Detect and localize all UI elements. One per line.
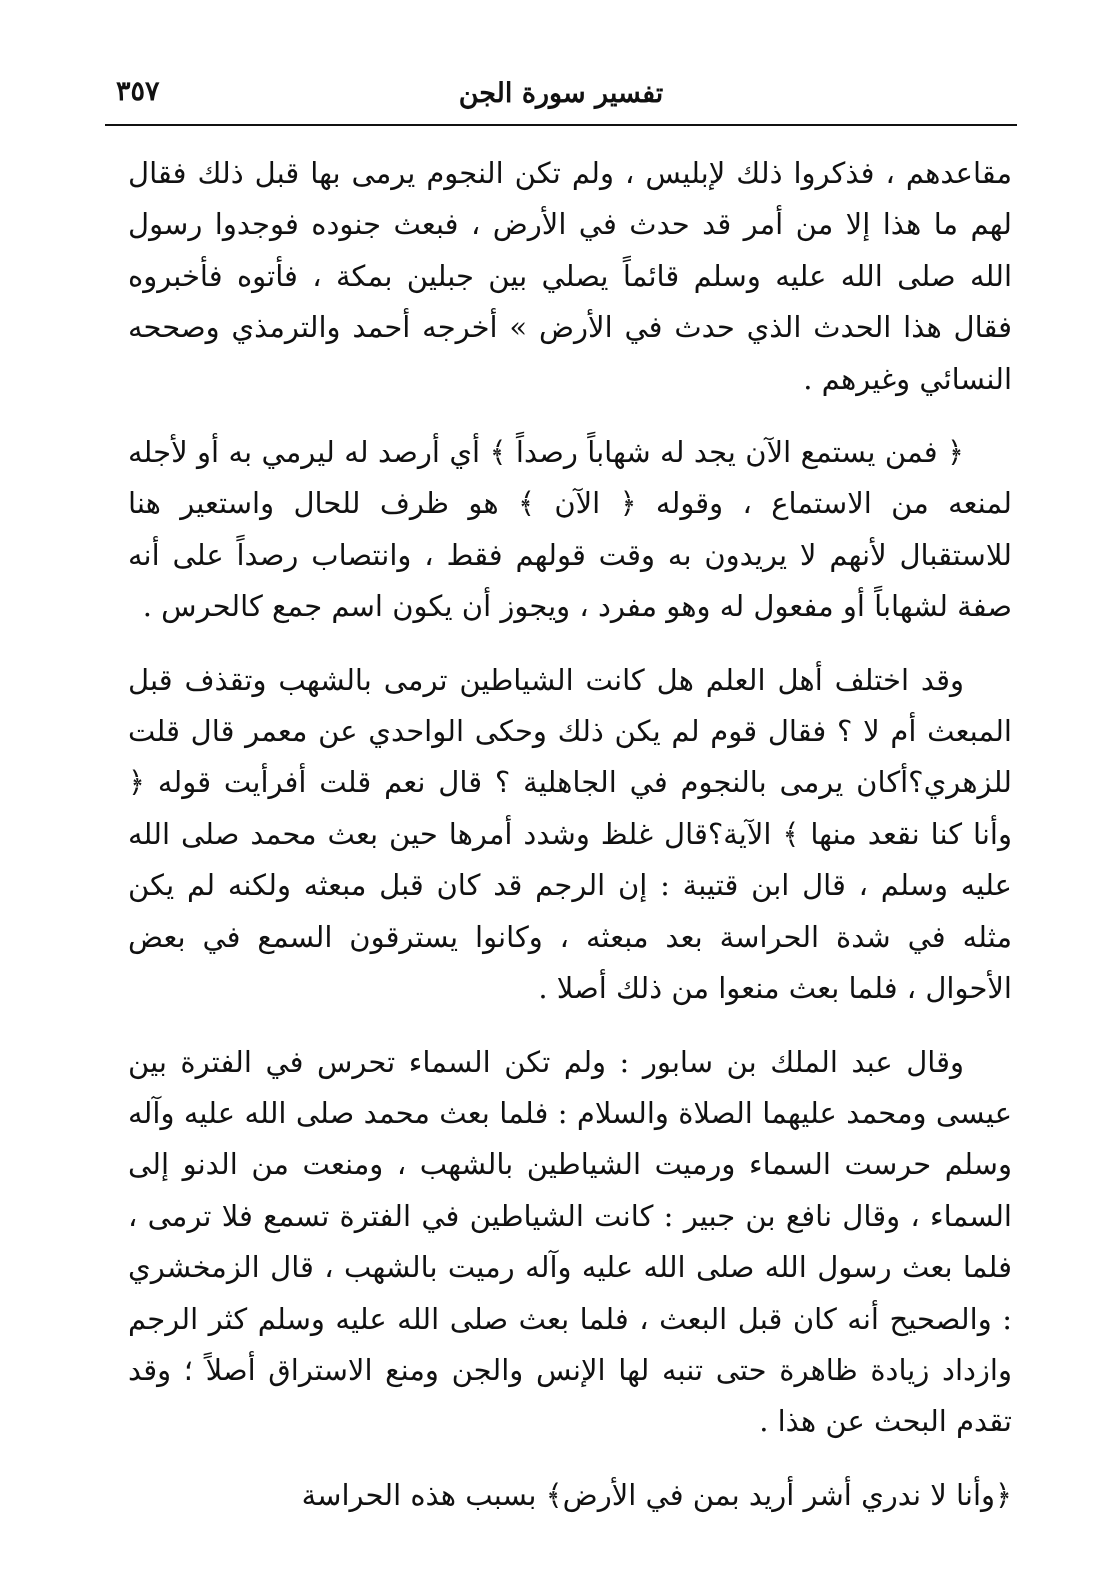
paragraph: ﴿ فمن يستمع الآن يجد له شهاباً رصداً ﴾ أي أرصد له ليرمي به أو لأجله لمنعه من الاستماع ، وقوله ﴿ الآن ﴾ هو ظرف للحال واستعير هنا للاستقبال لأنهم لا يريدون به وقت قولهم فقط ، وانتصاب رصداً على أنه صفة لشهاباً أو مفعول له وهو مفرد ، ويجوز أن يكون اسم جمع كالحرس . — [128, 435, 1012, 624]
paragraph: وقال عبد الملك بن سابور : ولم تكن السماء تحرس في الفترة بين عيسى ومحمد عليهما الصلاة والسلام : فلما بعث محمد صلى الله عليه وآله وسلم حرست السماء ورميت الشياطين بالشهب ، ومنعت من الدنو إلى السماء ، وقال نافع بن جبير : كانت الشياطين في الفترة تسمع فلا ترمى ، فلما بعث رسول الله صلى الله عليه وآله رميت بالشهب ، قال الزمخشري : والصحيح أنه كان قبل البعث ، فلما بعث صلى الله عليه وسلم كثر الرجم وازداد زيادة ظاهرة حتى تنبه لها الإنس والجن ومنع الاستراق أصلاً ؛ وقد تقدم البحث عن هذا . — [128, 1044, 1012, 1439]
paragraph: مقاعدهم ، فذكروا ذلك لإبليس ، ولم تكن النجوم يرمى بها قبل ذلك فقال لهم ما هذا إلا من أمر قد حدث في الأرض ، فبعث جنوده فوجدوا رسول الله صلى الله عليه وسلم قائماً يصلي بين جبلين بمكة ، فأتوه فأخبروه فقال هذا الحدث الذي حدث في الأرض » أخرجه أحمد والترمذي وصححه النسائي وغيرهم . — [128, 156, 1012, 396]
running-title: تفسير سورة الجن — [458, 78, 664, 109]
paragraph: ﴿وأنا لا ندري أشر أريد بمن في الأرض﴾ بسبب هذه الحراسة — [301, 1477, 1012, 1512]
header-divider — [105, 124, 1017, 126]
body-text — [128, 148, 1012, 1521]
page-number: ٣٥٧ — [116, 76, 160, 107]
page-header — [108, 66, 1014, 122]
paragraph: وقد اختلف أهل العلم هل كانت الشياطين ترمى بالشهب وتقذف قبل المبعث أم لا ؟ فقال قوم لم يكن ذلك وحكى الواحدي عن معمر قال قلت للزهري؟أكان يرمى بالنجوم في الجاهلية ؟ قال نعم قلت أفرأيت قوله ﴿ وأنا كنا نقعد منها ﴾ الآية؟قال غلظ وشدد أمرها حين بعث محمد صلى الله عليه وسلم ، قال ابن قتيبة : إن الرجم قد كان قبل مبعثه ولكنه لم يكن مثله في شدة الحراسة بعد مبعثه ، وكانوا يسترقون السمع في بعض الأحوال ، فلما بعث منعوا من ذلك أصلا . — [128, 662, 1012, 1006]
